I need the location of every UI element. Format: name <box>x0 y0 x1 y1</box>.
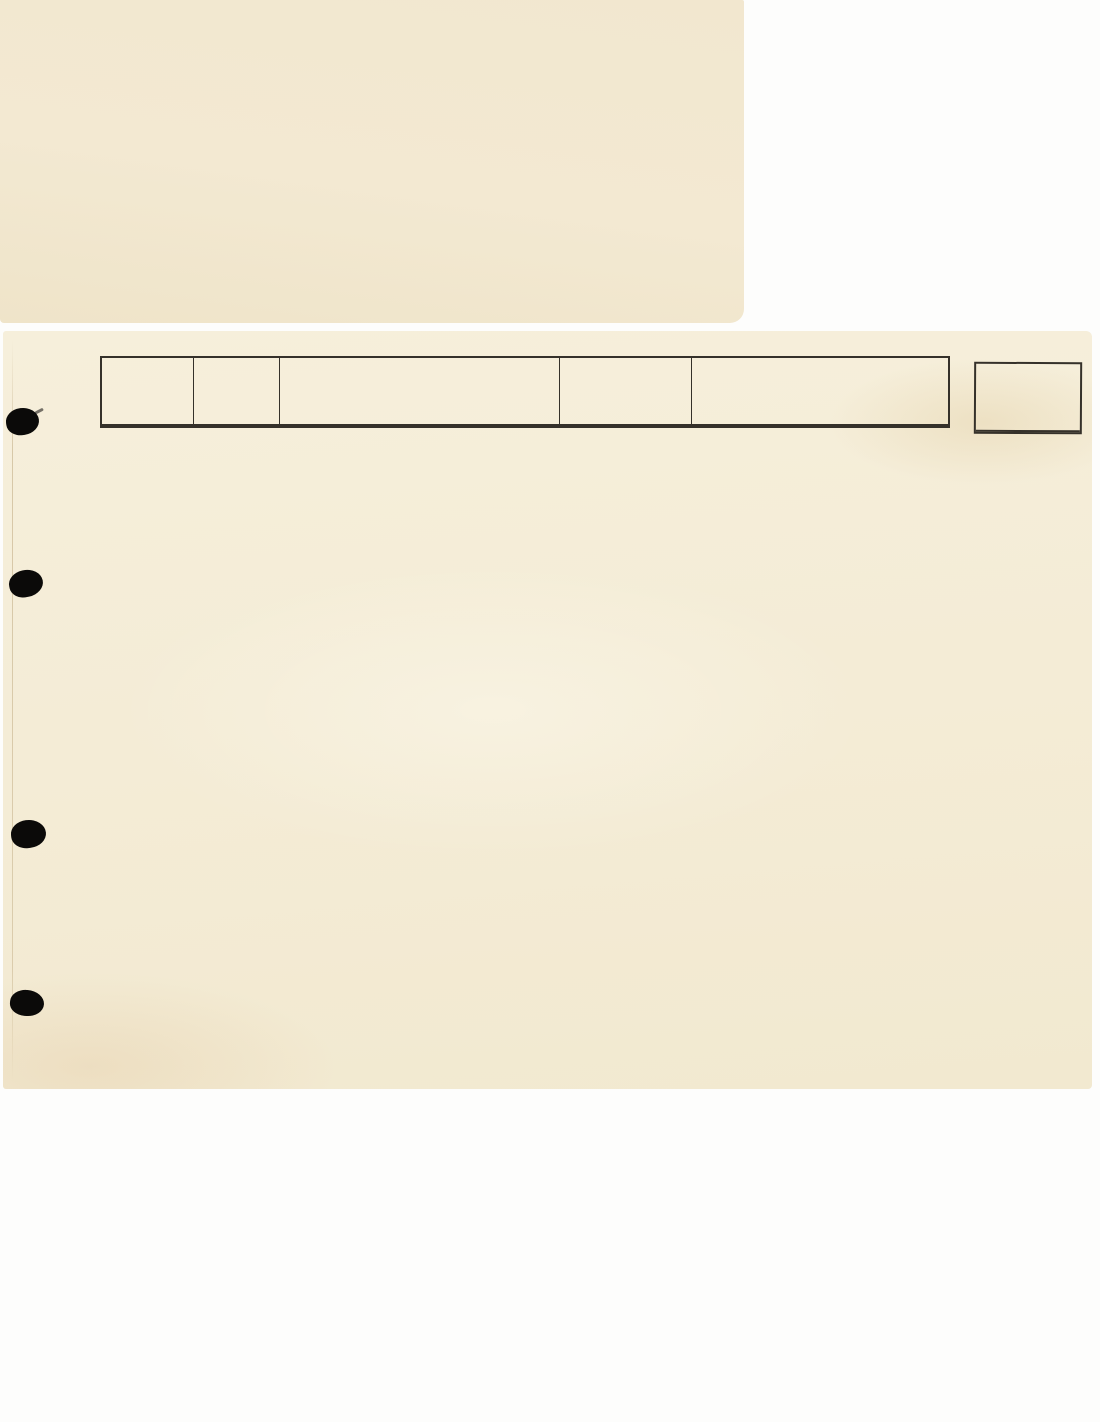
column-header-description <box>280 358 560 424</box>
column-header-teilbenennung <box>692 358 952 424</box>
backing-page <box>0 0 744 323</box>
table-header <box>102 358 948 426</box>
column-header-part-no <box>560 358 692 424</box>
column-header-quantity <box>194 358 280 424</box>
parts-table <box>100 356 950 428</box>
chassis-column <box>974 362 1082 435</box>
column-header-figure <box>102 358 194 424</box>
column-header-chassis-no <box>976 364 1080 433</box>
parts-list-page <box>3 331 1092 1089</box>
page-fold-line <box>12 340 13 1082</box>
